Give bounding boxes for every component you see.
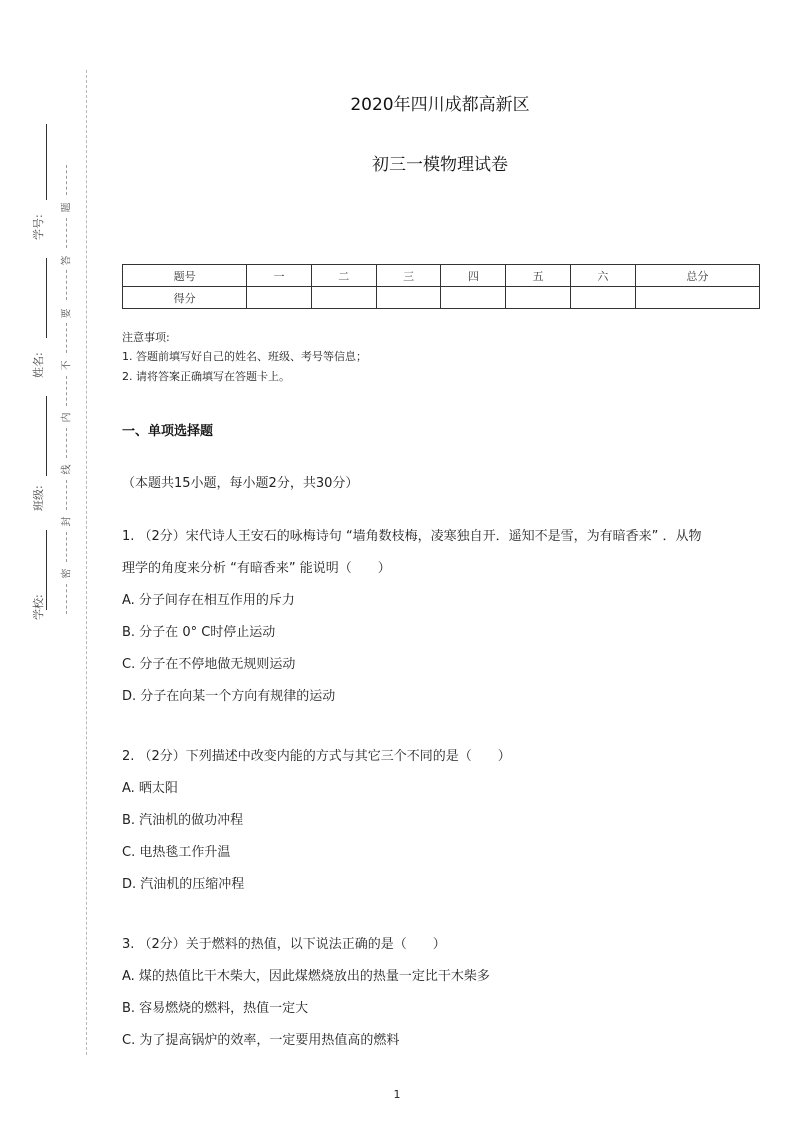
score-table-header: 一	[247, 265, 312, 287]
score-table-header: 四	[441, 265, 506, 287]
score-table-header: 三	[376, 265, 441, 287]
seal-char: 线	[61, 464, 73, 475]
seal-char: 不	[61, 360, 73, 371]
name-line	[46, 258, 47, 338]
notes-heading: 注意事项:	[122, 331, 170, 344]
seal-dots	[66, 270, 67, 300]
answer-option: B. 容易燃烧的燃料，热值一定大	[122, 1001, 309, 1016]
seal-dots	[66, 376, 67, 406]
seal-char: 要	[61, 308, 73, 319]
score-table-header: 总分	[635, 265, 759, 287]
seal-dots	[66, 323, 67, 353]
seal-dots	[66, 584, 67, 614]
note-item: 2. 请将答案正确填写在答题卡上。	[122, 370, 290, 383]
answer-option: B. 汽油机的做功冲程	[122, 813, 244, 828]
school-line	[46, 530, 47, 610]
score-cell	[376, 287, 441, 309]
seal-char: 封	[61, 516, 73, 527]
answer-option: D. 汽油机的压缩冲程	[122, 877, 245, 892]
score-table-header: 五	[506, 265, 571, 287]
student-no-label: 学号:	[32, 214, 45, 240]
section-title: 一、单项选择题	[122, 424, 214, 439]
score-cell	[506, 287, 571, 309]
score-cell	[441, 287, 506, 309]
answer-option: A. 晒太阳	[122, 781, 178, 796]
seal-char: 答	[61, 255, 73, 266]
question-stem: 3. （2分）关于燃料的热值，以下说法正确的是（ ）	[122, 937, 446, 952]
answer-option: A. 煤的热值比干木柴大，因此煤燃烧放出的热量一定比干木柴多	[122, 969, 490, 984]
seal-dots	[66, 428, 67, 458]
seal-char: 密	[61, 568, 73, 579]
class-line	[46, 396, 47, 476]
score-table-score-row	[123, 287, 760, 309]
score-cell	[635, 287, 759, 309]
exam-subtitle: 初三一模物理试卷	[372, 155, 508, 175]
school-label: 学校:	[32, 594, 45, 620]
note-item: 1. 答题前填写好自己的姓名、班级、考号等信息；	[122, 350, 367, 363]
question-stem: 2. （2分）下列描述中改变内能的方式与其它三个不同的是（ ）	[122, 749, 511, 764]
answer-option: C. 分子在不停地做无规则运动	[122, 657, 296, 672]
seal-char: 内	[61, 412, 73, 423]
seal-dots	[66, 532, 67, 562]
answer-option: A. 分子间存在相互作用的斥力	[122, 593, 295, 608]
score-table-header: 六	[570, 265, 635, 287]
score-row-label: 得分	[123, 287, 247, 309]
question-stem: 1. （2分）宋代诗人王安石的咏梅诗句 “墙角数枝梅，凌寒独自开．遥知不是雪，为有暗香来” ．从物	[122, 529, 702, 544]
section-description: （本题共15小题，每小题2分，共30分）	[122, 476, 359, 491]
score-table-header-row	[123, 265, 760, 287]
score-table-header: 二	[311, 265, 376, 287]
score-table	[122, 264, 760, 309]
page-number: 1	[393, 1088, 401, 1101]
seal-dots	[66, 218, 67, 248]
class-label: 班级:	[32, 485, 45, 511]
seal-dots	[66, 480, 67, 510]
exam-title: 2020年四川成都高新区	[350, 95, 530, 115]
score-cell	[247, 287, 312, 309]
answer-option: C. 电热毯工作升温	[122, 845, 231, 860]
name-label: 姓名:	[32, 352, 45, 378]
answer-option: B. 分子在 0° C时停止运动	[122, 625, 276, 640]
score-cell	[570, 287, 635, 309]
score-cell	[311, 287, 376, 309]
score-table-header: 题号	[123, 265, 247, 287]
answer-option: C. 为了提高锅炉的效率，一定要用热值高的燃料	[122, 1033, 400, 1048]
binding-dashed-line	[86, 70, 87, 1055]
seal-char: 题	[61, 202, 73, 213]
answer-option: D. 分子在向某一个方向有规律的运动	[122, 689, 336, 704]
question-stem: 理学的角度来分析 “有暗香来” 能说明（ ）	[122, 561, 391, 576]
